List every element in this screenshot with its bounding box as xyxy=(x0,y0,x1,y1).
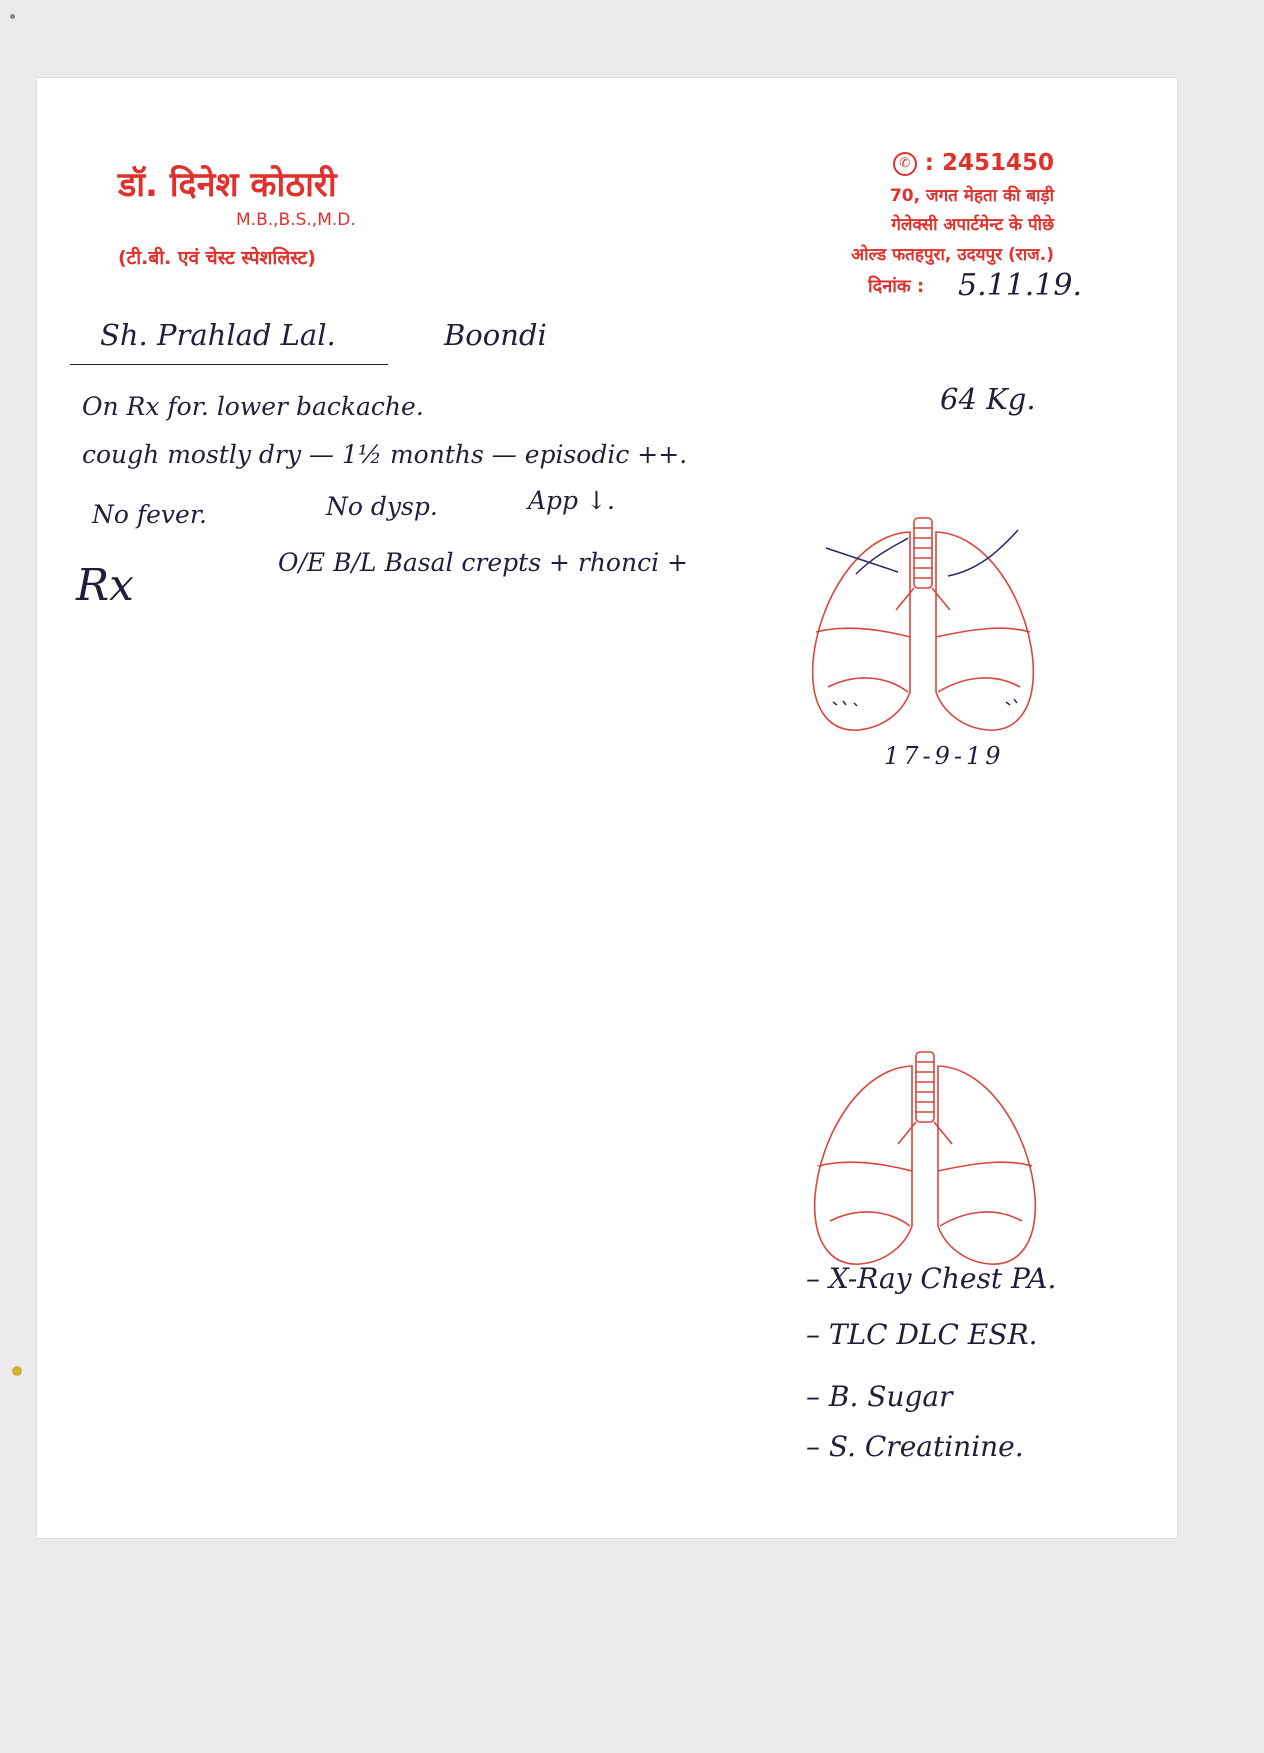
paper-speck xyxy=(12,1366,22,1376)
investigation-item: – TLC DLC ESR. xyxy=(806,1318,1038,1351)
rx-symbol: Rx xyxy=(76,560,134,611)
date-value: 5.11.19. xyxy=(958,268,1083,303)
note-cough: cough mostly dry — 1½ months — episodic ++. xyxy=(82,440,688,469)
address-line-1: 70, जगत मेहता की बाड़ी xyxy=(889,186,1054,206)
address-line-2: गेलेक्सी अपार्टमेन्ट के पीछे xyxy=(891,215,1054,235)
note-history: On Rx for. lower backache. xyxy=(82,392,424,421)
patient-name: Sh. Prahlad Lal. xyxy=(100,318,336,352)
diagram-date: 17-9-19 xyxy=(884,742,1005,770)
investigation-item: – S. Creatinine. xyxy=(806,1430,1024,1463)
note-appetite: App ↓. xyxy=(528,486,615,515)
patient-weight: 64 Kg. xyxy=(940,382,1036,416)
note-dyspnea: No dysp. xyxy=(326,492,438,521)
lung-diagram-annotated xyxy=(788,512,1058,742)
phone-line xyxy=(893,150,1054,176)
doctor-specialty: (टी.बी. एवं चेस्ट स्पेशलिस्ट) xyxy=(118,247,316,269)
lung-diagram-blank xyxy=(790,1046,1060,1276)
doctor-name: डॉ. दिनेश कोठारी xyxy=(118,165,337,205)
investigation-item: – X-Ray Chest PA. xyxy=(806,1262,1057,1295)
phone-circle-icon: ✆ xyxy=(893,152,917,176)
patient-place: Boondi xyxy=(444,318,547,352)
phone-colon: : xyxy=(916,150,942,176)
investigation-item: – B. Sugar xyxy=(806,1380,953,1413)
paper-speck xyxy=(10,14,15,19)
note-fever: No fever. xyxy=(92,500,207,529)
address-line-3: ओल्ड फतहपुरा, उदयपुर (राज.) xyxy=(851,245,1054,265)
note-examination: O/E B/L Basal crepts + rhonci + xyxy=(278,548,688,577)
patient-name-underline xyxy=(70,364,388,365)
date-label: दिनांक : xyxy=(868,276,925,297)
doctor-degrees: M.B.,B.S.,M.D. xyxy=(236,210,356,230)
phone-number: 2451450 xyxy=(941,150,1054,176)
